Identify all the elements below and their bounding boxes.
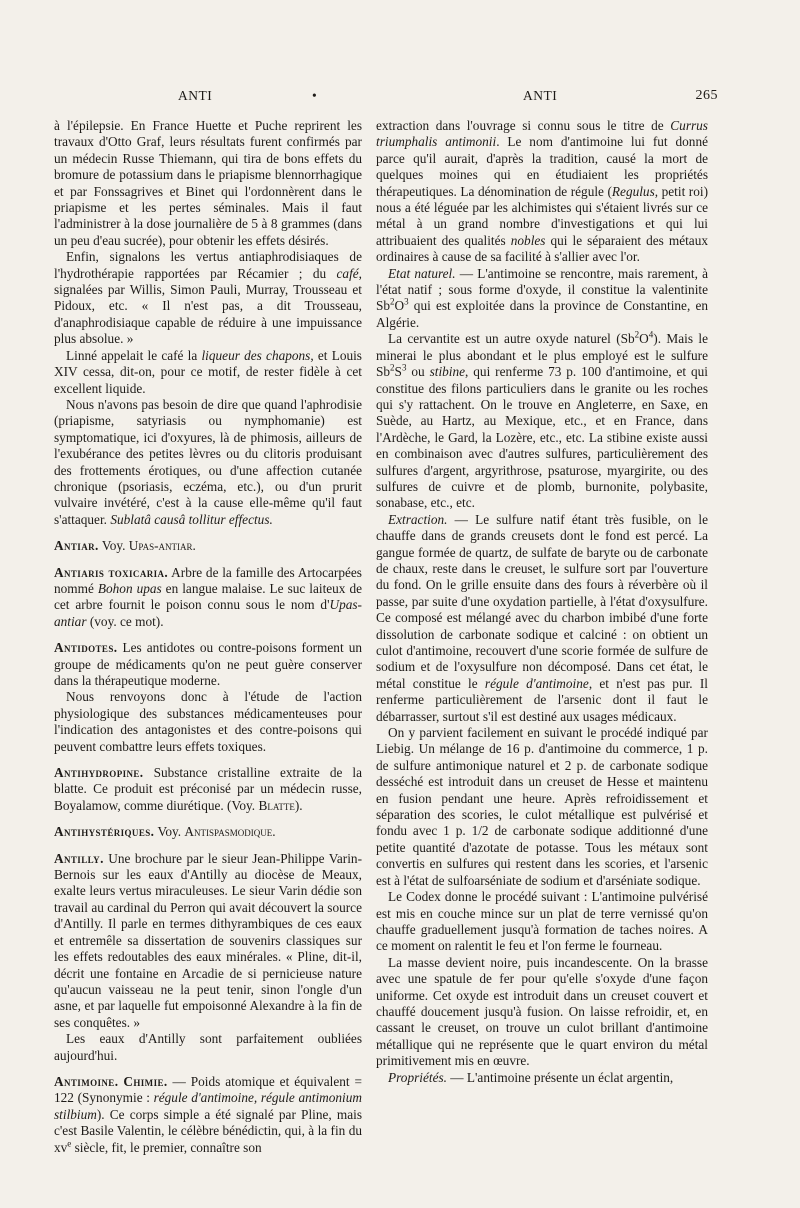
paragraph-aphrodisie: Nous n'avons pas besoin de dire que quand l'aphrodisie (priapisme, satyriasis ou nymphomanie) est symptomatique, ici d'oxyures, là de phimosis, ailleurs de l'exubérance des petites lèvres ou du clitoris produisant des frottements érotiques, ou d'une affection cutanée chronique (psoriasis, eczéma, etc.), ou d'un prurit vulvaire invétéré, c'est à la cause elle-même qu'il faut s'attaquer. Sublatâ causâ tollitur effectus. (54, 396, 362, 527)
subject-label-chimie: Chimie. (123, 1073, 168, 1089)
section-label-extraction: Extraction. (388, 511, 448, 527)
paragraph-etat-naturel: Etat naturel. — L'antimoine se rencontre, mais rarement, à l'état natif ; sous forme d'oxyde, il constitue la valentinite $Sb^2O^3$ qui est exploitée dans la province de Constantine, en Algérie. (376, 265, 708, 330)
section-label-proprietes: Propriétés. (388, 1069, 447, 1085)
headword-antihydropine: Antihydropine. (54, 765, 144, 781)
section-label-etat-naturel: Etat naturel. (388, 265, 456, 281)
paragraph-masse: La masse devient noire, puis incandescente. On la brasse avec une spatule de fer pour qu'elle s'oxyde d'une façon uniforme. Cet oxyde est introduit dans un creuset couvert et chauffé doucement jusqu'à fusion. On laisse refroidir, et, en cassant le creuset, on trouve un culot brillant d'antimoine métallique qui ne représente que le quart environ du métal primitivement mis en œuvre. (376, 954, 708, 1069)
headword-antihysteriques: Antihystériques. (54, 824, 155, 840)
headword-antilly: Antilly. (54, 850, 104, 866)
entry-antihysteriques: Antihystériques. Voy. Antispasmodique. (54, 824, 276, 840)
header-dot: • (312, 88, 318, 103)
paragraph-codex: Le Codex donne le procédé suivant : L'antimoine pulvérisé est mis en couche mince sur un plat de terre vernissé qu'on chauffe graduellement jusqu'à formation de taches noires. A ce moment on ralentit le feu et l'on ferme le fourneau. (376, 889, 708, 954)
headword-antidotes: Antidotes. (54, 640, 118, 656)
right-column (376, 118, 708, 1086)
running-head-right: ANTI (523, 88, 558, 103)
page-number: 265 (695, 88, 718, 103)
paragraph-epilepsie: à l'épilepsie. En France Huette et Puche reprirent les travaux d'Otto Graf, leurs résultats furent confirmés par un médecin Russe Thiemann, qui tira de bons effets du bromure de potassium dans le priapisme blennorrhagique et par Fonssagrives et Binet qui l'ordonnèrent dans le priapisme et les pertes séminales. Mais il faut l'administrer à la dose journalière de 5 à 8 grammes (dans un peu d'eau sucrée), pour obtenir les effets désirés. (54, 118, 362, 248)
entry-antihydropine: Antihydropine. Substance cristalline extraite de la blatte. Ce produit est préconisé par un médecin russe, Boyalamow, comme diurétique. (Voy. Blatte). (54, 765, 362, 813)
paragraph-liebig: On y parvient facilement en suivant le procédé indiqué par Liebig. Un mélange de 16 p. d'antimoine du commerce, 1 p. de sulfure antimonique naturel et 2 p. de carbonate sodique desséché est introduit dans un creuset de Hesse et maintenu en fusion pendant une heure. Après refroidissement et séparation des scories, le culot métallique est pulvérisé et fondu avec 1 p. 1/2 de carbonate sodique additionné d'une petite quantité d'azotate de potasse. Tous les métaux sont convertis en sulfures qui restent dans les scories, et l'arsenic est à l'état de sulfoarséniate de sodium et d'arséniate sodique. (376, 725, 708, 888)
paragraph-currus: extraction dans l'ouvrage si connu sous le titre de Currus triumphalis antimonii. Le nom d'antimoine lui fut donné parce qu'il aurait, d'après la tradition, causé la mort de quelques moines qui en étudiaient les propriétés thérapeutiques. La dénomination de régule (Regulus, petit roi) nous a été léguée par les alchimistes qui s'étaient livrés sur ce métal à un grand nombre d'investigations et qui lui attribuaient des qualités nobles qui le séparaient des métaux ordinaires à cause de sa facilité à s'allier avec l'or. (376, 118, 709, 265)
paragraph-extraction: Extraction. — Le sulfure natif étant très fusible, on le chauffe dans de grands creusets dont le fond est percé. La gangue formée de quartz, de sulfate de baryte ou de carbonate de chaux, reste dans le creuset, le sulfure sort par l'ouverture du fond. On le grille ensuite dans des fours à réverbère où il passe, par suite d'une oxydation partielle, à l'état d'oxysulfure. Ce composé est mélangé avec du charbon imbibé d'une forte dissolution de carbonate sodique et calciné : on obtient un culot d'antimoine, recouvert d'une scorie formée de sulfure de sodium et de l'oxysulfure non décomposé. Dans cet état, le métal constitue le régule d'antimoine, et n'est pas pur. Il renferme particulièrement de l'arsenic dont il faut le débarrasser, surtout s'il est destiné aux usages médicaux. (376, 511, 708, 724)
paragraph-enfin: Enfin, signalons les vertus antiaphrodisiaques de l'hydrothérapie rapportées par Récamier ; du café, signalées par Willis, Simon Pauli, Murray, Trousseau et Pidoux, etc. « Il n'est pas, a dit Trousseau, d'anaphrodisiaque capable de réduire à une impuissance plus absolue. » (54, 249, 362, 347)
paragraph-antidotes-2: Nous renvoyons donc à l'étude de l'action physiologique des substances médicamenteuses pour l'indication des antagonistes et des contre-poisons qui peuvent combattre leurs effets toxiques. (54, 689, 362, 754)
entry-antiaris: Antiaris toxicaria. Arbre de la famille des Artocarpées nommé Bohon upas en langue malaise. Le suc laiteux de cet arbre fournit le poison connu sous le nom d'Upas-antiar (voy. ce mot). (54, 564, 362, 629)
paragraph-proprietes: Propriétés. — L'antimoine présente un éclat argentin, (388, 1069, 674, 1085)
entry-antidotes: Antidotes. Les antidotes ou contre-poisons forment un groupe de médicaments qu'on ne peut guère conserver dans la thérapeutique moderne. (54, 640, 362, 688)
headword-antimoine: Antimoine. (54, 1073, 119, 1089)
paragraph-cervantite: La cervantite est un autre oxyde naturel $(Sb^2O^4)$. Mais le minerai le plus abondant et le plus employé est le sulfure $Sb^2S^3$ ou stibine, qui renferme 73 p. 100 d'antimoine, et qui constitue des filons particuliers dans le granite ou les roches qui s'y rattachent. On le trouve en Angleterre, en Saxe, en Suède, au Hartz, au Mexique, etc., et en France, dans l'Ardèche, le Gard, la Lozère, etc., etc. La stibine existe aussi en combinaison avec d'autres sulfures, particulièrement des sulfures d'argent, argyrithrose, psaturose, myargirite, ou des sulfures de cuivre et de plomb, burnonite, polybasite, sonabase, etc., etc. (376, 329, 708, 511)
paragraph-antilly-2: Les eaux d'Antilly sont parfaitement oubliées aujourd'hui. (54, 1031, 362, 1063)
running-head-left: ANTI (178, 88, 213, 103)
entry-antilly: Antilly. Une brochure par le sieur Jean-Philippe Varin-Bernois sur les eaux d'Antilly au diocèse de Meaux, exalte leurs vertus miraculeuses. Le sieur Varin dédie son travail au cardinal du Perron qui avait découvert la source d'Antilly. Il parle en termes dithyrambiques de ces eaux et entremêle sa dissertation de souvenirs classiques sur les effets redoutables des eaux minérales. « Pline, dit-il, décrit une fontaine en Arcadie de si pernicieuse nature qu'aucun vaisseau ne la peut tenir, sinon l'ongle d'un asne, et par laquelle fut empoisonné Alexandre à la fin de ses conquêtes. » (54, 850, 362, 1030)
paragraph-linne: Linné appelait le café la liqueur des chapons, et Louis XIV cessa, dit-on, pour ce motif, de rester fidèle à cet excellent liquide. (54, 347, 362, 396)
entry-antimoine: Antimoine. Chimie. — Poids atomique et équivalent = 122 (Synonymie : régule d'antimoine, régule antimonium stilbium). Ce corps simple a été signalé par Pline, mais c'est Basile Valentin, le célèbre bénédictin, qui, à la fin du $xv^e$ siècle, fit, le premier, connaître son (54, 1073, 362, 1155)
headword-antiaris: Antiaris toxicaria. (54, 564, 169, 580)
headword-antiar: Antiar. (54, 538, 99, 554)
entry-antiar: Antiar. Voy. Upas-antiar. (54, 538, 196, 554)
left-column (54, 118, 362, 1156)
